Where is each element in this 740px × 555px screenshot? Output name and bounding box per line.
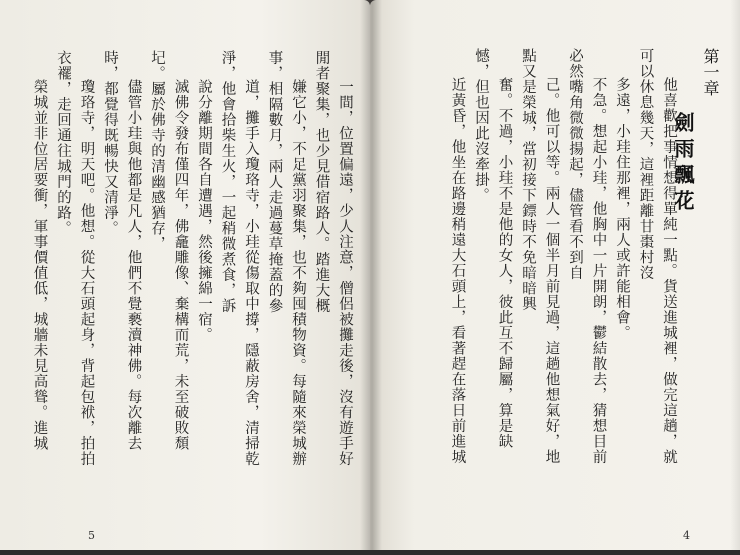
chapter-title: 劍雨飄花 bbox=[671, 112, 695, 216]
paragraph: 說分離期間各自遭遇，然後擁綿一宿。 bbox=[196, 79, 212, 343]
right-page-text bbox=[450, 48, 680, 476]
page-number: 4 bbox=[683, 529, 690, 542]
paragraph: 己。他可以等。兩人一個半月前見過，這趟他想氣好，地點又是榮城，當初接下鏢時不免暗暗興 bbox=[520, 48, 560, 465]
paragraph: 榮城並非位居要衝，軍事價值低，城牆未見高聳。進城 bbox=[31, 79, 48, 451]
paragraph: 奮。不過，小珪不是他的女人，彼此互不歸屬，算是缺憾，但也因此沒牽掛。 bbox=[473, 48, 513, 449]
paragraph: 多遠，小珪住那裡，兩人或許能相會。 bbox=[614, 77, 630, 341]
paragraph: 嫌它小，不足黨羽聚集，也不夠囤積物資。每隨來榮城辦事，相隔數月，兩人走過蔓草掩蓋的參 bbox=[266, 50, 306, 467]
left-page-text bbox=[26, 50, 356, 470]
page-number: 5 bbox=[88, 529, 95, 542]
paragraph: 儘管小珪與他都是凡人，他們不覺褻瀆神佛。每次離去時，都覺得既暢快又清淨。 bbox=[102, 50, 142, 451]
paragraph: 瓊珞寺，明天吧。他想。從大石頭起身，背起包袱，拍拍衣襬，走回通往城門的路。 bbox=[55, 50, 95, 467]
right-page bbox=[370, 0, 740, 550]
paragraph: 道，攤手入瓊珞寺，小珪從傷取中撐，隱蔽房舍，清掃乾淨，他會拾柴生火，一起稍微煮食，訴 bbox=[219, 50, 259, 467]
paragraph: 滅佛令發布僅四年，佛龕雕像、棄構而荒，未至破敗頹圮。屬於佛寺的清幽感猶存， bbox=[149, 50, 189, 451]
left-page bbox=[0, 0, 370, 550]
paragraph: 一間，位置偏遠，少人注意，僧侶被攤走後，沒有遊手好閒者聚集，也少見借宿路人。踏進大概 bbox=[313, 50, 353, 467]
paragraph: 不急。想起小珪，他胸中一片開朗，鬱結散去，猜想目前必然嘴角微微揚起，儘管看不到自 bbox=[567, 48, 607, 465]
paragraph: 他喜歡把事情想得單純一點。貨送進城裡，做完這趟，就可以休息幾天，這裡距離甘棗村沒 bbox=[637, 48, 677, 465]
chapter-label: 第一章 bbox=[701, 48, 720, 96]
paragraph: 近黃昏，他坐在路邊稍遠大石頭上，看著趕在落日前進城 bbox=[450, 77, 466, 465]
